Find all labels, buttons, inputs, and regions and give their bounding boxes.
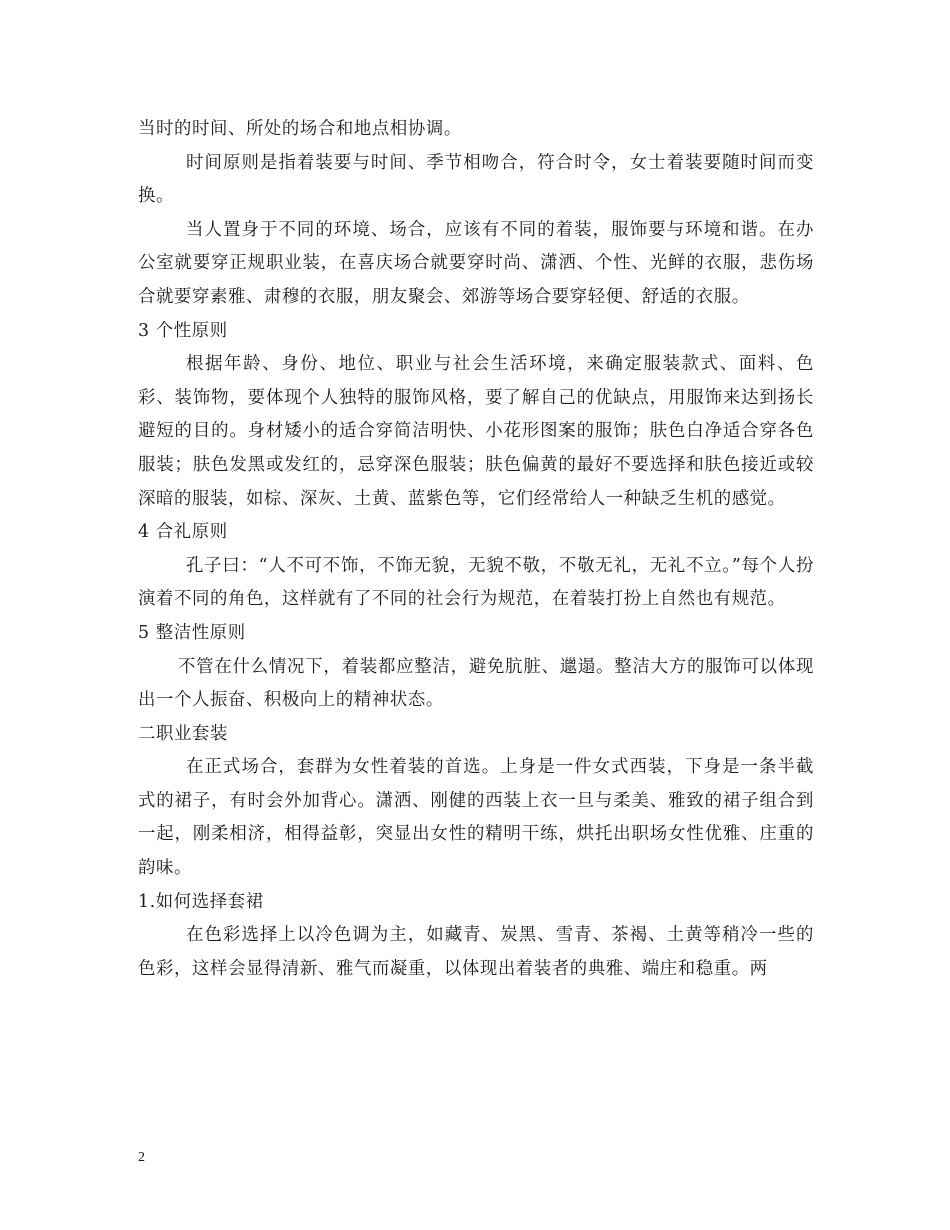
heading-professional-suit: 二职业套装 — [138, 723, 228, 744]
paragraph-professional-suit: 在正式场合，套群为女性着装的首选。上身是一件女式西装，下身是一条半截式的裙子，有时会外加背心。潇洒、刚健的西装上衣一旦与柔美、雅致的裙子组合到一起，刚柔相济，相得益彰，突显出女性的精明干练，烘托出职场女性优雅、庄重的韵味。 — [138, 757, 814, 879]
heading-neatness-principle: 5 整洁性原则 — [138, 622, 246, 643]
paragraph-environment: 当人置身于不同的环境、场合，应该有不同的着装，服饰要与环境和谐。在办公室就要穿正规职业装，在喜庆场合就要穿时尚、潇洒、个性、光鲜的衣服，悲伤场合就要穿素雅、肃穆的衣服，朋友聚会、郊游等场合要穿轻便、舒适的衣服。 — [138, 219, 814, 307]
page-number: 2 — [138, 1150, 145, 1165]
paragraph-continuation: 当时的时间、所处的场合和地点相协调。 — [138, 119, 462, 139]
paragraph-neatness: 不管在什么情况下，着装都应整洁，避免肮脏、邋遢。整洁大方的服饰可以体现出一个人振奋、积极向上的精神状态。 — [138, 656, 814, 711]
paragraph-color-choice: 在色彩选择上以冷色调为主，如藏青、炭黑、雪青、茶褐、土黄等稍冷一些的色彩，这样会显得清新、雅气而凝重，以体现出着装者的典雅、端庄和稳重。两 — [138, 925, 814, 979]
paragraph-individuality: 根据年龄、身份、地位、职业与社会生活环境，来确定服装款式、面料、色彩、装饰物，要体现个人独特的服饰风格，要了解自己的优缺点，用服饰来达到扬长避短的目的。身材矮小的适合穿简洁明快、小花形图案的服饰；肤色白净适合穿各色服装；肤色发黑或发红的，忌穿深色服装；肤色偏黄的最好不要选择和肤色接近或较深暗的服装，如棕、深灰、土黄、蓝紫色等，它们经常给人一种缺乏生机的感觉。 — [138, 354, 814, 509]
paragraph-etiquette: 孔子曰：“人不可不饰，不饰无貌，无貌不敬，不敬无礼，无礼不立。”每个人扮演着不同的角色，这样就有了不同的社会行为规范，在着装打扮上自然也有规范。 — [138, 555, 814, 610]
heading-choose-suit-skirt: 1.如何选择套裙 — [138, 891, 264, 912]
document-body — [138, 113, 814, 986]
heading-individuality-principle: 3 个性原则 — [138, 320, 228, 341]
heading-etiquette-principle: 4 合礼原则 — [138, 522, 228, 543]
paragraph-time-principle: 时间原则是指着装要与时间、季节相吻合，符合时令，女士着装要随时间而变换。 — [138, 152, 814, 207]
